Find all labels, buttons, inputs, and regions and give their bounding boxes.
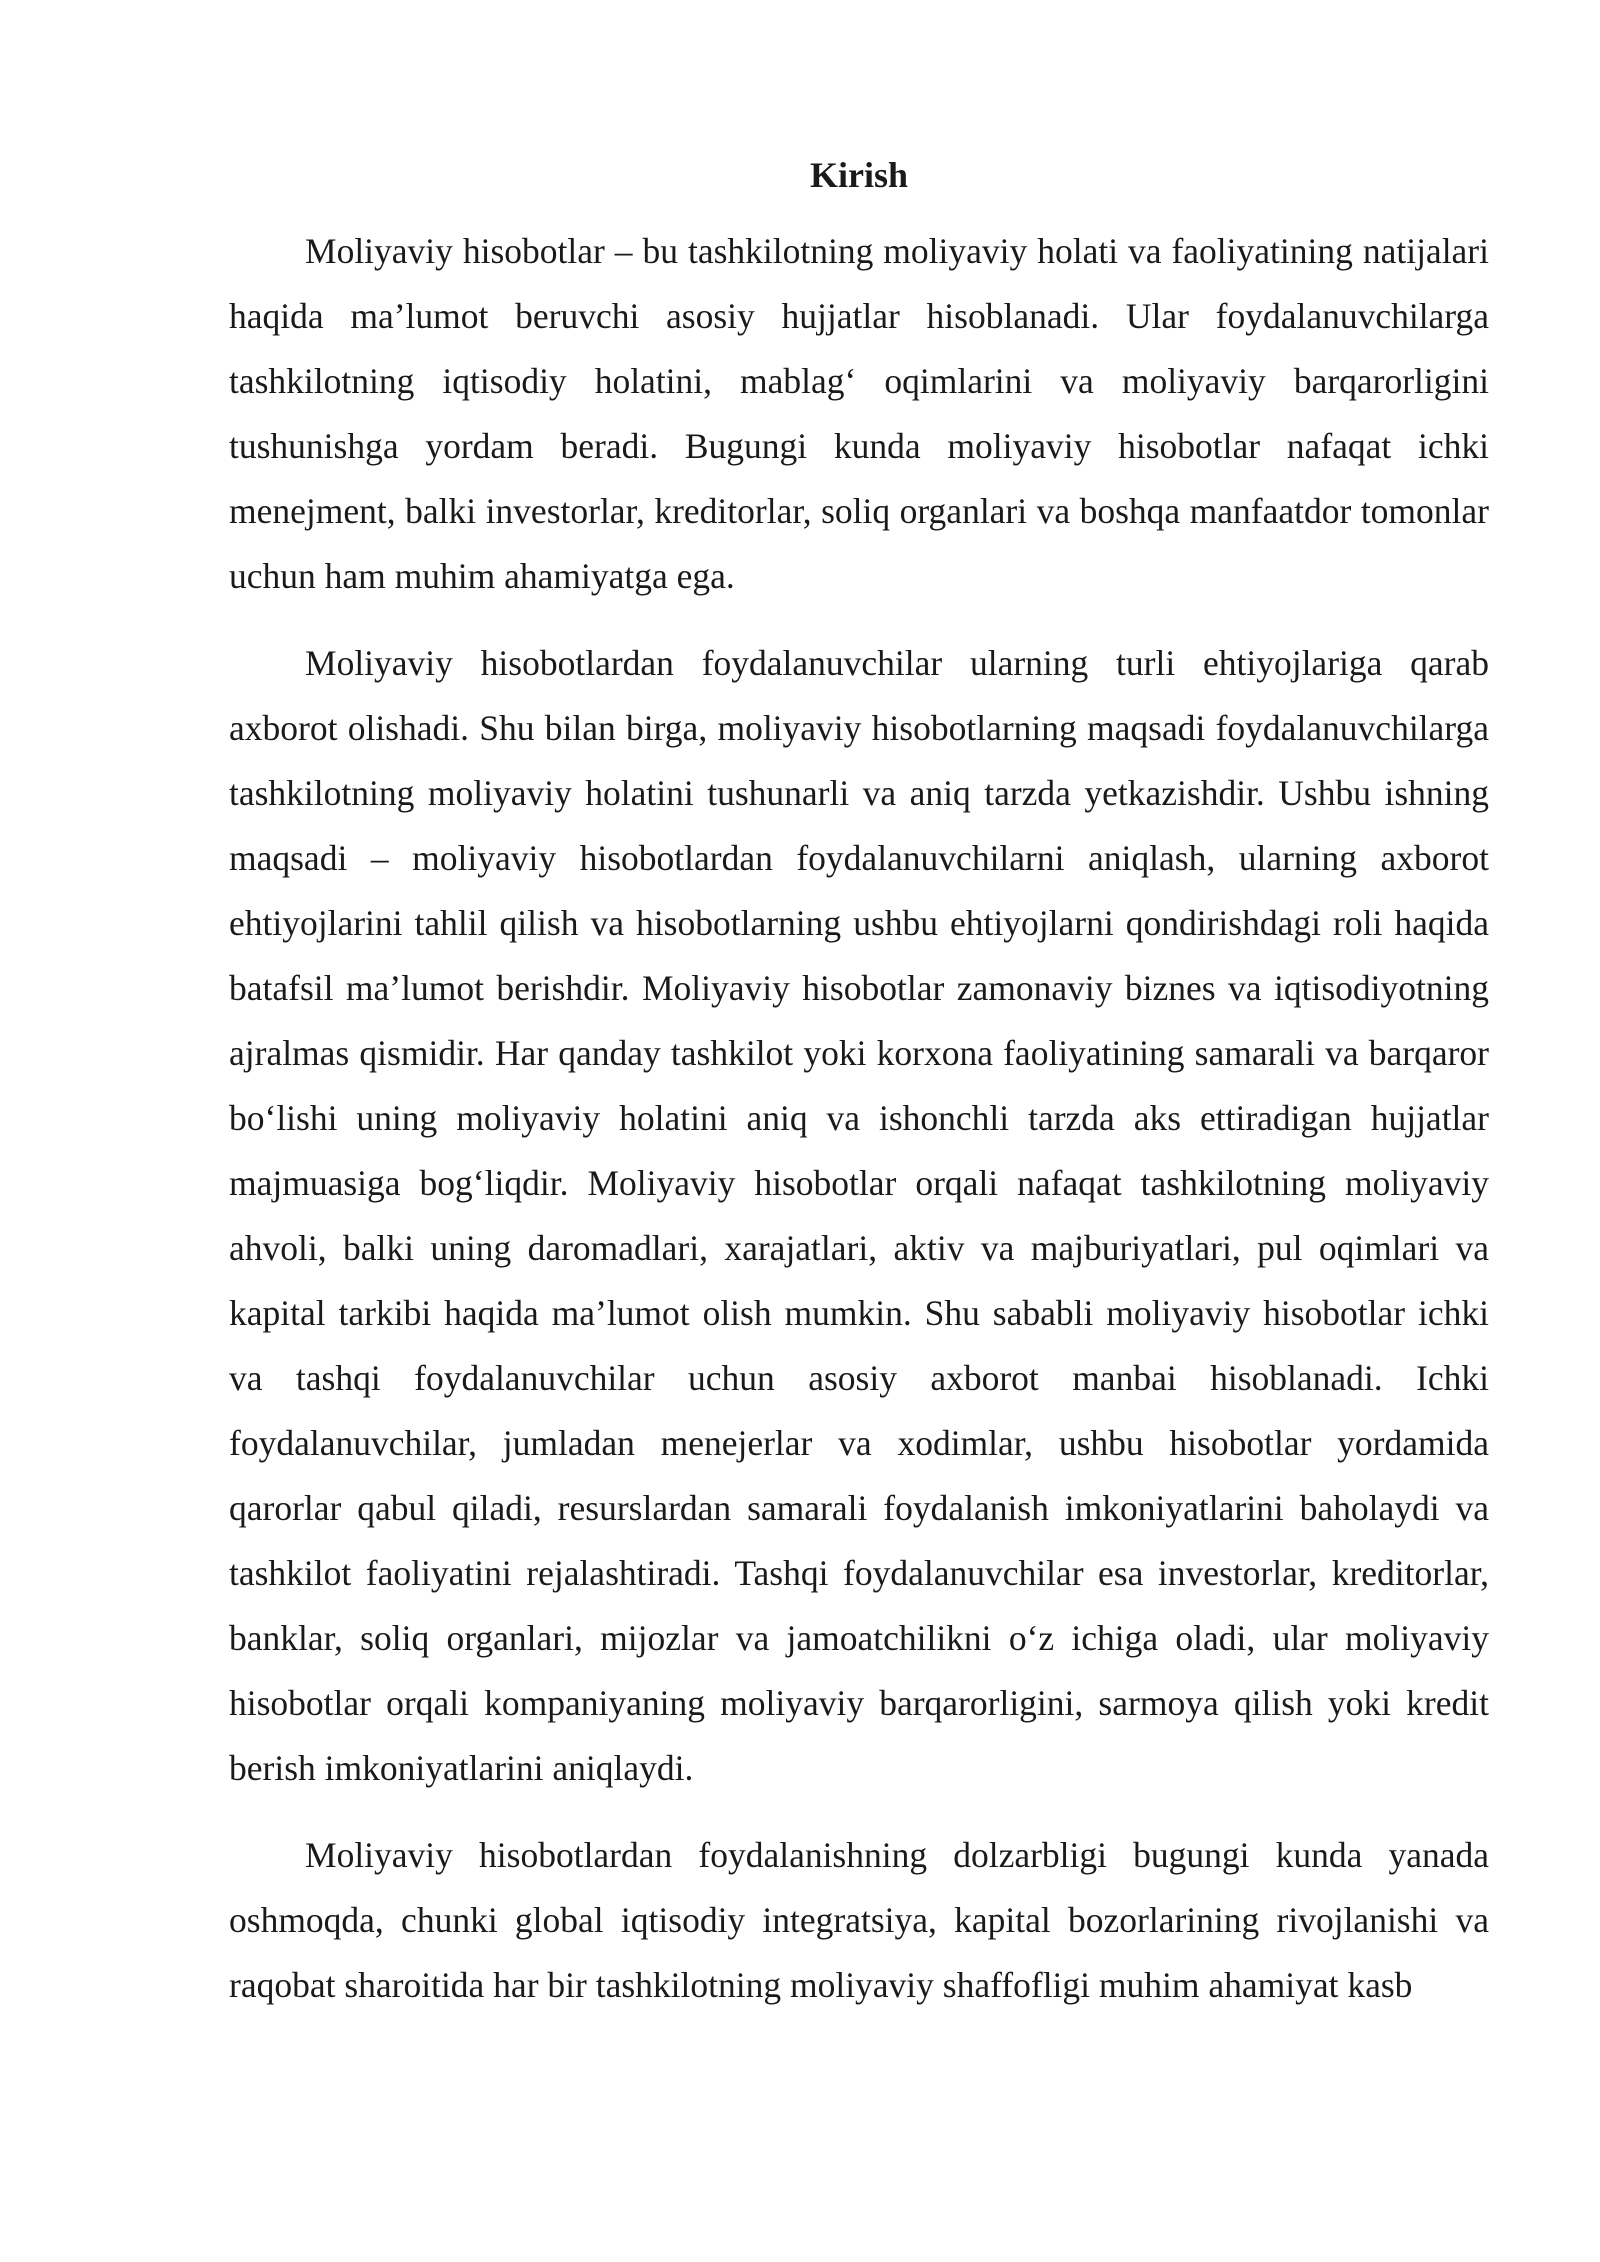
paragraph-3: Moliyaviy hisobotlardan foydalanishning dolzarbligi bugungi kunda yanada oshmoqda, chunki global iqtisodiy integratsiya, kapital bozorlarining rivojlanishi va raqobat sharoitida har bir tashkilotning moliyaviy shaffofligi muhim ahamiyat kasb bbox=[229, 1835, 1489, 2005]
paragraph-2: Moliyaviy hisobotlardan foydalanuvchilar ularning turli ehtiyojlariga qarab axborot olishadi. Shu bilan birga, moliyaviy hisobotlarning maqsadi foydalanuvchilarga tashkilotning moliyaviy holatini tushunarli va aniq tarzda yetkazishdir. Ushbu ishning maqsadi – moliyaviy hisobotlardan foydalanuvchilarni aniqlash, ularning axborot ehtiyojlarini tahlil qilish va hisobotlarning ushbu ehtiyojlarni qondirishdagi roli haqida batafsil ma’lumot berishdir. Moliyaviy hisobotlar zamonaviy biznes va iqtisodiyotning ajralmas qismidir. Har qanday tashkilot yoki korxona faoliyatining samarali va barqaror bo‘lishi uning moliyaviy holatini aniq va ishonchli tarzda aks ettiradigan hujjatlar majmuasiga bog‘liqdir. Moliyaviy hisobotlar orqali nafaqat tashkilotning moliyaviy ahvoli, balki uning daromadlari, xarajatlari, aktiv va majburiyatlari, pul oqimlari va kapital tarkibi haqida ma’lumot olish mumkin. Shu sababli moliyaviy hisobotlar ichki va tashqi foydalanuvchilar uchun asosiy axborot manbai hisoblanadi. Ichki foydalanuvchilar, jumladan menejerlar va xodimlar, ushbu hisobotlar yordamida qarorlar qabul qiladi, resurslardan samarali foydalanish imkoniyatlarini baholaydi va tashkilot faoliyatini rejalashtiradi. Tashqi foydalanuvchilar esa investorlar, kreditorlar, banklar, soliq organlari, mijozlar va jamoatchilikni o‘z ichiga oladi, ular moliyaviy hisobotlar orqali kompaniyaning moliyaviy barqarorligini, sarmoya qilish yoki kredit berish imkoniyatlarini aniqlaydi. bbox=[229, 643, 1489, 1788]
document-body bbox=[229, 145, 1489, 2040]
page-title: Kirish bbox=[809, 155, 908, 195]
paragraph-1: Moliyaviy hisobotlar – bu tashkilotning moliyaviy holati va faoliyatining natijalari haqida ma’lumot beruvchi asosiy hujjatlar hisoblanadi. Ular foydalanuvchilarga tashkilotning iqtisodiy holatini, mablag‘ oqimlarini va moliyaviy barqarorligini tushunishga yordam beradi. Bugungi kunda moliyaviy hisobotlar nafaqat ichki menejment, balki investorlar, kreditorlar, soliq organlari va boshqa manfaatdor tomonlar uchun ham muhim ahamiyatga ega. bbox=[229, 231, 1489, 596]
